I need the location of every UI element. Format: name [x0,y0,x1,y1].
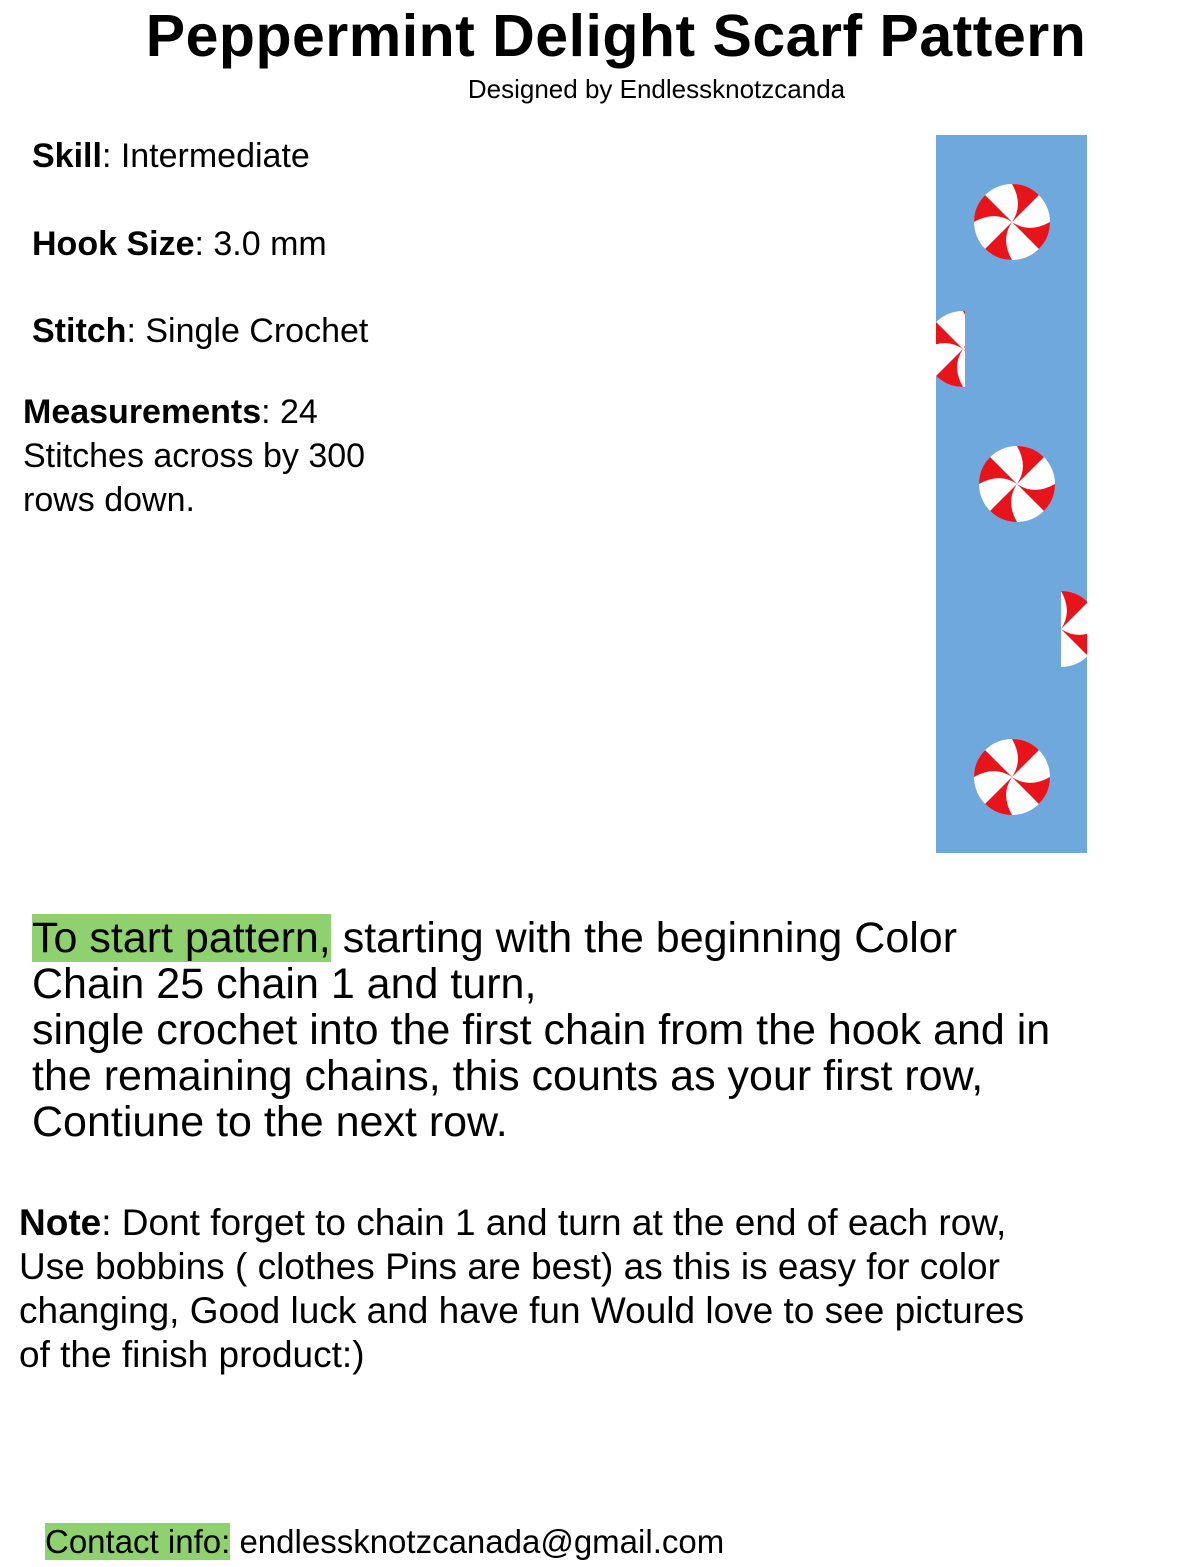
instructions-paragraph [32,915,1152,1145]
note-paragraph [19,1201,1169,1377]
contact-info [45,1522,724,1562]
skill-spec [32,134,310,178]
hook-size-spec [32,222,327,266]
skill-value: : Intermediate [101,137,310,175]
designer-byline: Designed by Endlessknotzcanda [467,74,846,104]
measurements-value-2: Stitches across by 300 [23,437,366,475]
scarf-chart-figure [936,135,1087,853]
measurements-spec [23,390,365,522]
note-line-2: Use bobbins ( clothes Pins are best) as this is easy for color [19,1246,1000,1287]
stitch-spec [32,309,368,353]
note-line-1: : Dont forget to chain 1 and turn at the end of each row, [101,1202,1007,1243]
note-line-3: changing, Good luck and have fun Would love to see pictures [19,1290,1025,1331]
hook-size-value: : 3.0 mm [194,225,327,263]
instructions-line-4: the remaining chains, this counts as your first row, [32,1052,984,1100]
instructions-line-2: Chain 25 chain 1 and turn, [32,960,537,1008]
skill-label: Skill [32,137,102,175]
contact-label: Contact info: [45,1523,231,1560]
peppermint-candy-icon [974,184,1050,260]
peppermint-candy-icon [974,739,1050,815]
note-label: Note [19,1202,102,1243]
instructions-line-5: Contiune to the next row. [32,1098,508,1146]
peppermint-candy-icon [979,446,1055,522]
contact-email: endlessknotzcanada@gmail.com [230,1523,725,1560]
instructions-highlight: To start pattern, [32,914,331,962]
page-title: Peppermint Delight Scarf Pattern [145,3,1087,69]
stitch-label: Stitch [32,312,127,350]
instructions-line-3: single crochet into the first chain from the hook and in [32,1006,1051,1054]
measurements-value-1: : 24 [261,393,318,431]
note-line-4: of the finish product:) [19,1334,365,1375]
stitch-value: : Single Crochet [126,312,369,350]
hook-size-label: Hook Size [32,225,195,263]
measurements-label: Measurements [23,393,262,431]
measurements-value-3: rows down. [23,481,195,519]
instructions-line-1: starting with the beginning Color [330,914,958,962]
